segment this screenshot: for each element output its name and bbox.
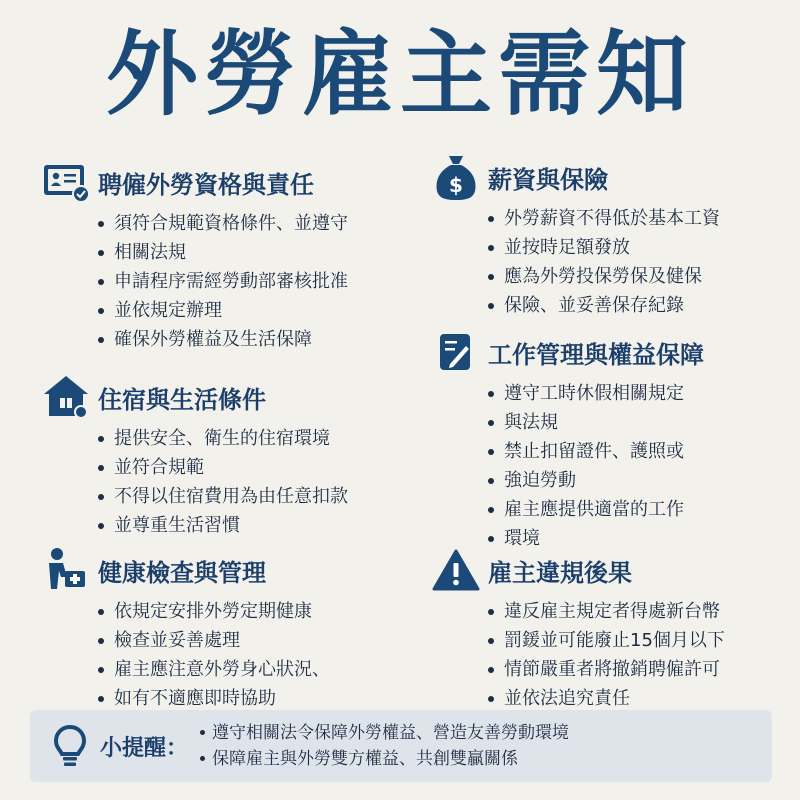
- list-item: 雇主應注意外勞身心狀況、: [96, 656, 400, 683]
- page-title: 外勞雇主需知: [105, 21, 694, 128]
- list-item: 並符合規範: [96, 454, 400, 481]
- section-salary: [430, 155, 780, 321]
- tip-box: [30, 710, 772, 782]
- section-title: 住宿與生活條件: [98, 385, 266, 414]
- list-item: 並依法追究責任: [486, 685, 780, 712]
- section-title: 薪資與保險: [488, 165, 608, 194]
- document-pen-icon: [430, 326, 482, 378]
- list-item: 檢查並妥善處理: [96, 627, 400, 654]
- list-item: 違反雇主規定者得處新台幣: [486, 598, 780, 625]
- section-health: [40, 548, 400, 714]
- list-item: 並尊重生活習慣: [96, 512, 400, 539]
- list-item: 依規定安排外勞定期健康: [96, 598, 400, 625]
- tip-label: 小提醒：: [100, 735, 189, 761]
- section-housing: [40, 375, 400, 541]
- list-item: 雇主應提供適當的工作: [486, 496, 780, 523]
- list-item: 並按時足額發放: [486, 234, 780, 261]
- section-work: [430, 330, 780, 554]
- list-item: 提供安全、衛生的住宿環境: [96, 425, 400, 452]
- list-item: 罰鍰並可能廢止15個月以下: [486, 627, 780, 654]
- list-item: 應為外勞投保勞保及健保: [486, 263, 780, 290]
- svg-text:$: $: [449, 173, 463, 197]
- list-item: 與法規: [486, 409, 780, 436]
- section-title: 雇主違規後果: [488, 558, 632, 587]
- section-title: 聘僱外勞資格與責任: [98, 170, 314, 199]
- list-item: 保險、並妥善保存紀錄: [486, 292, 780, 319]
- list-item: 環境: [486, 525, 780, 552]
- warning-icon: [430, 544, 482, 596]
- list-item: 須符合規範資格條件、並遵守: [96, 210, 400, 237]
- tip-line: 保障雇主與外勞雙方權益、共創雙贏關係: [198, 746, 569, 772]
- section-title: 健康檢查與管理: [98, 558, 266, 587]
- section-title: 工作管理與權益保障: [488, 340, 704, 369]
- health-person-icon: [40, 544, 92, 596]
- list-item: 並依規定辦理: [96, 297, 400, 324]
- lightbulb-icon: [46, 722, 94, 770]
- list-item: 確保外勞權益及生活保障: [96, 326, 400, 353]
- list-item: 不得以住宿費用為由任意扣款: [96, 483, 400, 510]
- list-item: 禁止扣留證件、護照或: [486, 438, 780, 465]
- tip-line: 遵守相關法令保障外勞權益、營造友善勞動環境: [198, 720, 569, 746]
- section-penalty: [430, 548, 780, 714]
- list-item: 外勞薪資不得低於基本工資: [486, 205, 780, 232]
- list-item: 遵守工時休假相關規定: [486, 380, 780, 407]
- list-item: 強迫勞動: [486, 467, 780, 494]
- list-item: 相關法規: [96, 239, 400, 266]
- list-item: 申請程序需經勞動部審核批准: [96, 268, 400, 295]
- house-icon: [40, 371, 92, 423]
- list-item: 如有不適應即時協助: [96, 685, 400, 712]
- money-bag-icon: [430, 151, 482, 203]
- id-card-icon: [40, 156, 92, 208]
- section-recruit: [40, 160, 400, 355]
- list-item: 情節嚴重者將撤銷聘僱許可: [486, 656, 780, 683]
